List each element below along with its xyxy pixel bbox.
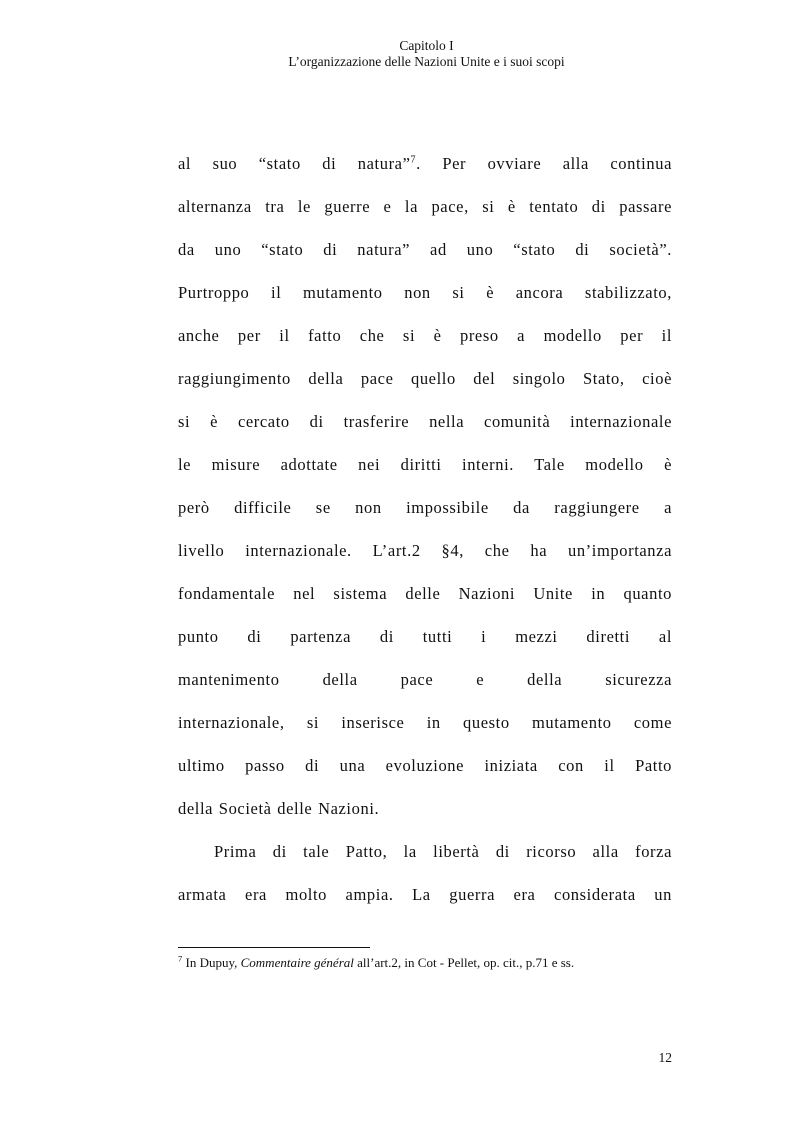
text-line: punto di partenza di tutti i mezzi diretti al: [178, 627, 672, 646]
text-line: internazionale, si inserisce in questo mutamento come: [178, 713, 672, 732]
running-header: [0, 38, 793, 70]
footnote-text: all’art.2, in Cot - Pellet, op. cit., p.71 e ss.: [353, 955, 575, 970]
text-line: però difficile se non impossibile da raggiungere a: [178, 498, 672, 517]
main-text: [178, 146, 672, 920]
text-line: si è cercato di trasferire nella comunità internazionale: [178, 412, 672, 431]
text-line: fondamentale nel sistema delle Nazioni Unite in quanto: [178, 584, 672, 603]
text-line: della Società delle Nazioni.: [178, 799, 380, 818]
text-line: anche per il fatto che si è preso a modello per il: [178, 326, 672, 345]
page-number: 12: [658, 1050, 672, 1065]
text-line: ultimo passo di una evoluzione iniziata con il Patto: [178, 756, 672, 775]
footnote: [178, 954, 672, 972]
text-line: raggiungimento della pace quello del singolo Stato, cioè: [178, 369, 672, 388]
text-line: le misure adottate nei diritti interni. Tale modello è: [178, 455, 672, 474]
footnote-italic-title: Commentaire général: [240, 955, 354, 970]
footnote-number: 7: [178, 953, 183, 964]
paragraph-first-line: Prima di tale Patto, la libertà di ricorso alla forza: [214, 842, 672, 861]
text-line: Purtroppo il mutamento non si è ancora stabilizzato,: [178, 283, 672, 302]
text-line: da uno “stato di natura” ad uno “stato di società”.: [178, 240, 672, 259]
footnote-separator: [178, 947, 370, 948]
text-line: armata era molto ampia. La guerra era considerata un: [178, 885, 672, 904]
text-segment: . Per ovviare alla continua: [416, 154, 672, 173]
text-segment: al suo “stato di natura”: [178, 154, 411, 173]
text-line: livello internazionale. L’art.2 §4, che ha un’importanza: [178, 541, 672, 560]
chapter-subtitle: L’organizzazione delle Nazioni Unite e i suoi scopi: [288, 54, 565, 69]
text-line: mantenimento della pace e della sicurezza: [178, 670, 672, 689]
footnote-text: In Dupuy,: [182, 955, 241, 970]
chapter-label: Capitolo I: [399, 38, 454, 53]
text-line: alternanza tra le guerre e la pace, si è tentato di passare: [178, 197, 672, 216]
footnote-reference: 7: [410, 154, 417, 166]
text-line: [178, 146, 672, 189]
